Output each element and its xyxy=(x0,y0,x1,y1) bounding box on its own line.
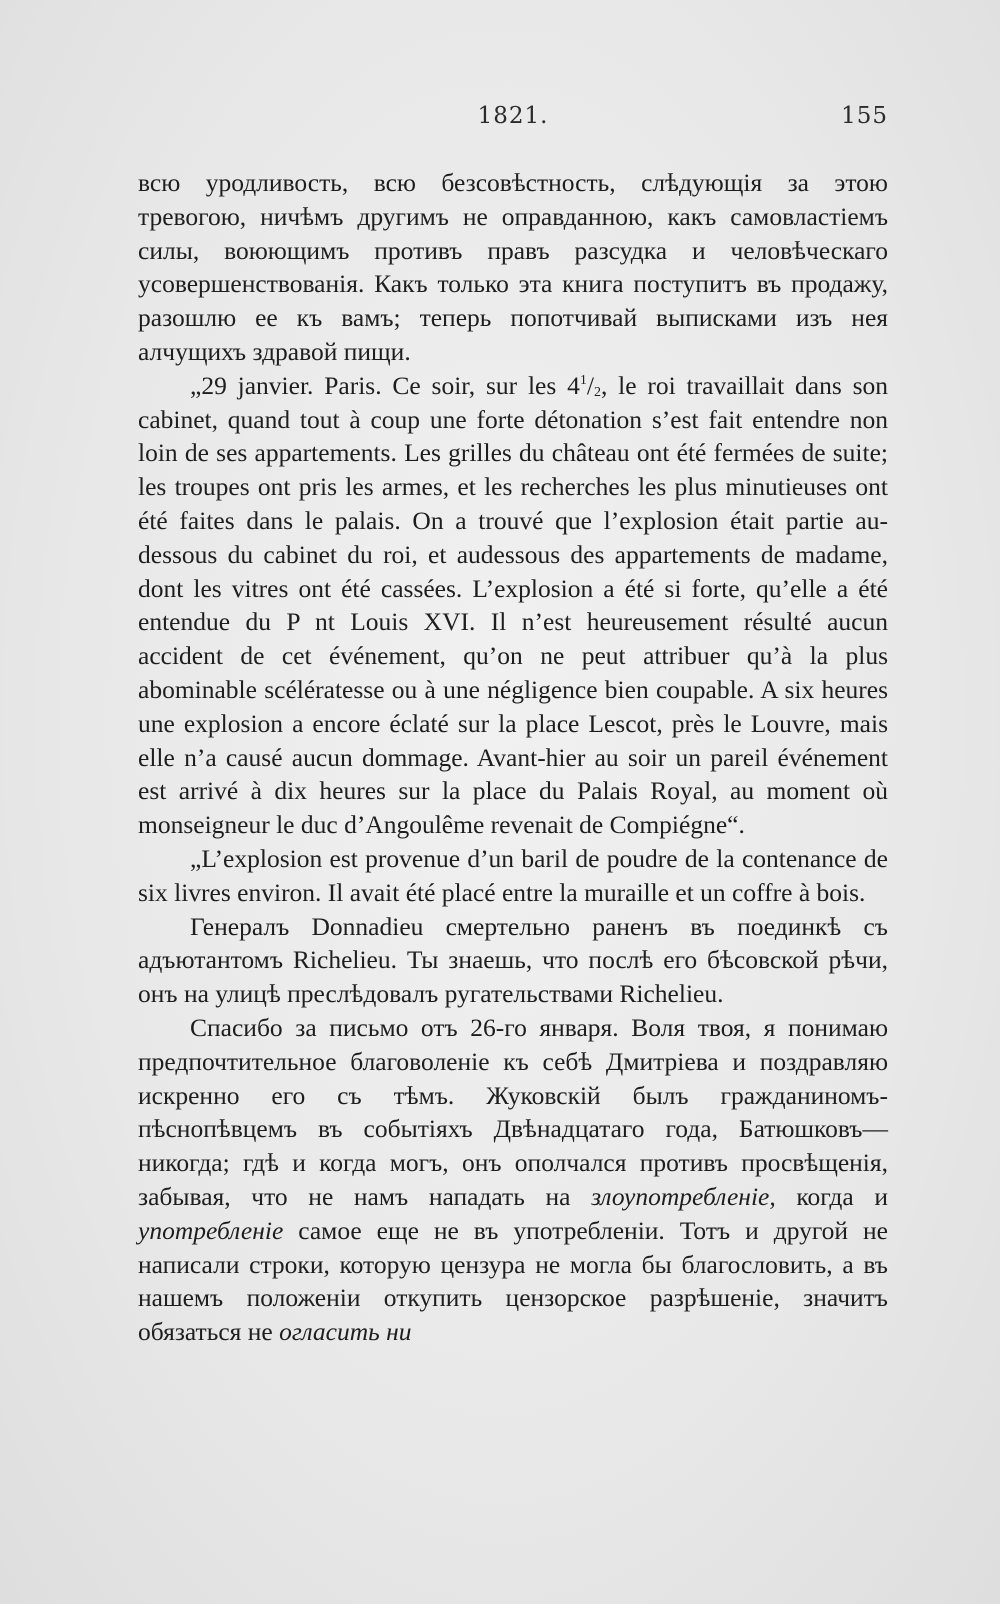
paragraph-3: „L’explosion est provenue d’un baril de poudre de la contenance de six livres environ. Il avait été placé entre la muraille et un coffre à bois. xyxy=(138,843,888,907)
running-header xyxy=(138,103,888,139)
paragraph-2: „29 janvier. Paris. Ce soir, sur les $4^1/_2$, le roi travaillait dans son cabinet, quand tout à coup une forte détonation s’est fait entendre non loin de ses appartements. Les grilles du château ont été fermées de suite; les troupes ont pris les armes, et les recherches les plus minutieuses ont été faites dans le palais. On a trouvé que l’explosion était partie au-dessous du cabinet du roi, et audessous des appartements de madame, dont les vitres ont été cassées. L’explosion a été si forte, qu’elle a été entendue du P nt Louis XVI. Il n’est heureusement résulté aucun accident de cet événement, qu’on ne peut attribuer qu’à la plus abominable scélératesse ou à une négligence bien coupable. A six heures une explosion a encore éclaté sur la place Lescot, près le Louvre, mais elle n’a causé aucun dommage. Avant-hier au soir un pareil événement est arrivé à dix heures sur la place du Palais Royal, au moment où monseigneur le duc d’Angoulême revenait de Compiégne“. xyxy=(138,370,888,840)
paragraph-2-start: „29 janvier. Paris. Ce soir, sur les 4 xyxy=(190,370,580,400)
paragraph-1: всю уродливость, всю безсовѣстность, слѣдующія за этою тревогою, ничѣмъ другимъ не оправданною, какъ самовластіемъ силы, воюющимъ противъ правъ разсудка и человѣческаго усовершенствованія. Какъ только эта книга поступитъ въ продажу, разошлю ее къ вамъ; теперь попотчивай выписками изъ нея алчущихъ здравой пищи. xyxy=(138,168,888,366)
paragraph-5-part-a: Спасибо за письмо отъ 26-го января. Воля твоя, я понимаю предпочтительное благоволеніе къ себѣ Дмитріева и поздравляю искренно его съ тѣмъ. Жуковскій былъ гражданиномъ-пѣснопѣвцемъ въ событіяхъ Двѣнадцатаго года, Батюшковъ—никогда; гдѣ и когда могъ, онъ ополчался противъ просвѣщенія, забывая, что не намъ нападать на xyxy=(138,1012,888,1211)
italic-word-use: употребленіе xyxy=(138,1215,284,1245)
italic-word-abuse: злоупотребленіе, xyxy=(591,1181,776,1211)
paragraph-4: Генералъ Donnadieu смертельно раненъ въ поединкѣ съ адъютантомъ Richelieu. Ты знаешь, что послѣ его бѣсовской рѣчи, онъ на улицѣ преслѣдовалъ ругательствами Richelieu. xyxy=(138,911,888,1009)
paragraph-5-part-b: когда и xyxy=(775,1181,888,1211)
paragraph-2-rest: , le roi travaillait dans son cabinet, quand tout à coup une forte détonation s’est fait entendre non loin de ses appartements. Les grilles du château ont été fermées de suite; les troupes ont pris les armes, et les recherches les plus minutieuses ont été faites dans le palais. On a trouvé que l’explosion était partie au-dessous du cabinet du roi, et audessous des appartements de madame, dont les vitres ont été cassées. L’explosion a été si forte, qu’elle a été entendue du P nt Louis XVI. Il n’est heureusement résulté aucun accident de cet événement, qu’on ne peut attribuer qu’à la plus abominable scélératesse ou à une négligence bien coupable. A six heures une explosion a encore éclaté sur la place Lescot, près le Louvre, mais elle n’a causé aucun dommage. Avant-hier au soir un pareil événement est arrivé à dix heures sur la place du Palais Royal, au moment où monseigneur le duc d’Angoulême revenait de Compiégne“. xyxy=(138,370,888,840)
body-text xyxy=(138,166,888,1349)
header-year: 1821. xyxy=(477,103,549,129)
italic-word-announce: огласить ни xyxy=(279,1317,412,1347)
paragraph-5 xyxy=(138,1011,888,1349)
fraction-numerator: 1 xyxy=(579,372,587,388)
page-number: 155 xyxy=(841,103,888,129)
fraction-denominator: 2 xyxy=(593,384,601,400)
paragraph-5-part-c: самое еще не въ употребленіи. Тотъ и другой не написали строки, которую цензура не могла бы благословить, а въ нашемъ положеніи откупить цензорское разрѣшеніе, значитъ обязаться не xyxy=(138,1215,888,1347)
